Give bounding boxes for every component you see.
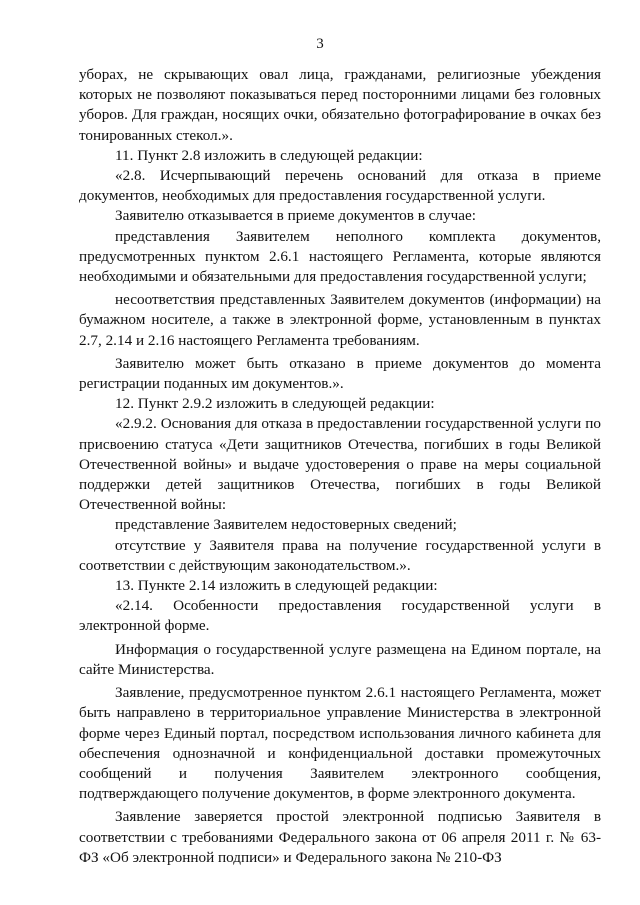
paragraph-6: несоответствия представленных Заявителем документов (информации) на бумажном носителе, а также в электронной форме, установленным в пунктах 2.7, 2.14 и 2.16 настоящего Регламента требованиям. (79, 291, 601, 349)
paragraph-8: 12. Пункт 2.9.2 изложить в следующей редакции: (115, 395, 435, 413)
paragraph-14: Информация о государственной услуге размещена на Едином портале, на сайте Министерства. (79, 640, 601, 678)
paragraph-13: «2.14. Особенности предоставления государственной услуги в электронной форме. (79, 597, 601, 635)
paragraph-12: 13. Пункте 2.14 изложить в следующей редакции: (115, 577, 438, 595)
paragraph-11: отсутствие у Заявителя права на получение государственной услуги в соответствии с действующим законодательством.». (79, 536, 601, 574)
paragraph-2: 11. Пункт 2.8 изложить в следующей редакции: (115, 146, 423, 164)
paragraph-16: Заявление заверяется простой электронной подписью Заявителя в соответствии с требованиями Федерального закона от 06 апреля 2011 г. № 63-ФЗ «Об электронной подписи» и Федерального закона № 210-ФЗ (79, 808, 601, 866)
paragraph-10: представление Заявителем недостоверных сведений; (115, 516, 457, 534)
paragraph-5: представления Заявителем неполного комплекта документов, предусмотренных пунктом 2.6.1 настоящего Регламента, которые являются необходимыми и обязательными для предоставления государственной услуги; (79, 227, 601, 286)
paragraph-9: «2.9.2. Основания для отказа в предоставлении государственной услуги по присвоению статуса «Дети защитников Отечества, погибших в годы Великой Отечественной войны» и выдаче удостоверения о праве на меры социальной поддержки детей защитников Отечества, погибших в годы Великой Отечественной войны: (79, 415, 601, 514)
paragraph-7: Заявителю может быть отказано в приеме документов до момента регистрации поданных им документов.». (79, 354, 601, 393)
document-body (79, 65, 601, 868)
page-number: 3 (316, 36, 324, 52)
paragraph-1: уборах, не скрывающих овал лица, гражданами, религиозные убеждения которых не позволяют показываться перед посторонними лицами без головных уборов. Для граждан, носящих очки, обязательно фотографирование в очках без тонированных стекол.». (79, 66, 601, 144)
paragraph-3: «2.8. Исчерпывающий перечень оснований для отказа в приеме документов, необходимых для предоставления государственной услуги. (79, 167, 601, 205)
paragraph-15: Заявление, предусмотренное пунктом 2.6.1 настоящего Регламента, может быть направлено в территориальное управление Министерства в электронной форме через Единый портал, посредством использования личного кабинета для обеспечения однозначной и конфиденциальной доставки промежуточных сообщений и получения Заявителем электронного сообщения, подтверждающего получение документов, в форме электронного документа. (79, 684, 601, 803)
paragraph-4: Заявителю отказывается в приеме документов в случае: (115, 207, 476, 225)
